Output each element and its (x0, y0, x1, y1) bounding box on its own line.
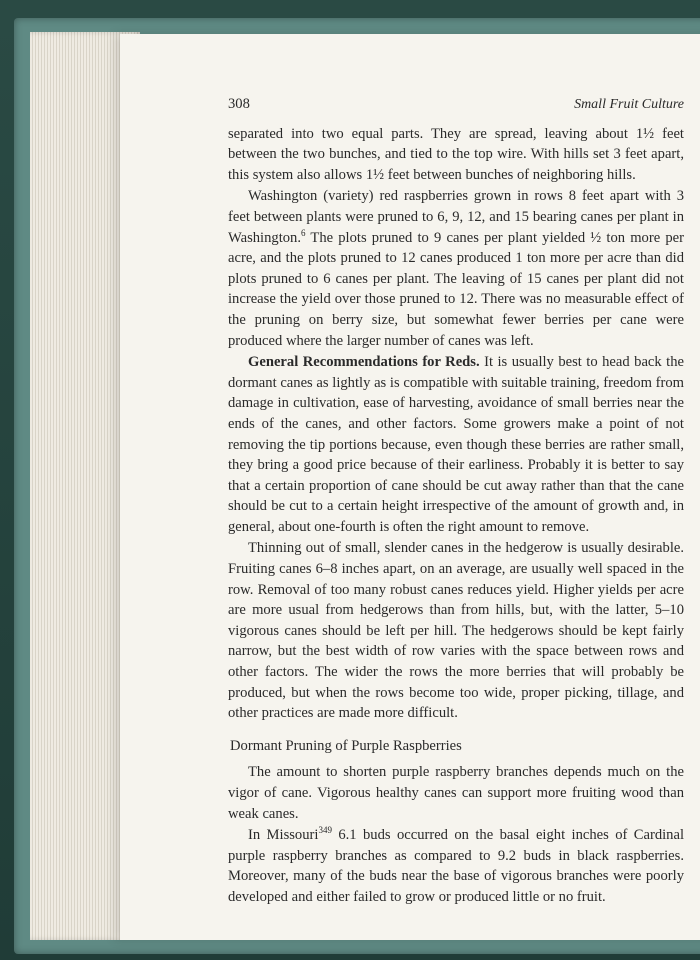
section-title: Dormant Pruning of Purple Raspberries (230, 737, 462, 754)
paragraph-3-text: It is usually best to head back the dormant canes as lightly as is compatible with suitable training, freedom from damage in cultivation, ease of harvesting, avoidance of small berries near the ends of the canes, and other factors. Some growers make a point of not removing the tip portions because, even though these berries are rather small, they bring a good price because of their earliness. Probably it is better to say that a certain proportion of cane should be cut away rather than that the cane should be cut to a certain height irrespective of the amount of growth and, in general, about one-fourth is often the right amount to remove. (228, 354, 684, 535)
paragraph-4: Thinning out of small, slender canes in the hedgerow is usually desirable. Fruiting canes 6–8 inches apart, on an average, are usually well spaced in the row. Removal of too many robust canes reduces yield. Higher yields per acre are more usual from hedgerows than from hills, but, with the latter, 5–10 vigorous canes should be left per hill. The hedgerows should be kept fairly narrow, but the best width of row varies with the space between rows and other factors. The wider the rows the more berries that will probably be produced, but when the rows become too wide, proper picking, tillage, and other practices are made more difficult. (228, 540, 684, 722)
paragraph-3 (228, 352, 684, 537)
paragraph-2-text-a: Washington (variety) red raspberries grown in rows 8 feet apart with 3 feet between plants were pruned to 6, 9, 12, and 15 bearing canes per plant in Washington. (228, 188, 684, 246)
paragraph-2-text-b: The plots pruned to 9 canes per plant yielded ½ ton more per acre, and the plots pruned to 12 canes produced 1 ton more per acre than did plots pruned to 6 canes per plant. The leaving of 15 canes per plant did not increase the yield over those pruned to 12. There was no measurable effect of the pruning on berry size, but somewhat fewer berries per cane were produced where the larger number of canes was left. (228, 229, 684, 349)
paragraph-6 (228, 825, 684, 907)
running-head (228, 94, 684, 116)
paragraph-6-text-b: 6.1 buds occurred on the basal eight inches of Cardinal purple raspberry branches as compared to 9.2 buds in black raspberries. Moreover, many of the buds near the base of vigorous branches were poorly developed and either failed to grow or produced little or no fruit. (228, 827, 685, 905)
footnote-ref-6: 6 (301, 227, 306, 238)
paragraph-1: separated into two equal parts. They are spread, leaving about 1½ feet between the two bunches, and tied to the top wire. With hills set 3 feet apart, this system also allows 1½ feet between bunches of neighboring hills. (228, 125, 684, 183)
paragraph-2 (228, 186, 684, 351)
book-title: Small Fruit Culture (574, 97, 684, 112)
subheading-general-recommendations: General Recommendations for Reds. (248, 354, 480, 371)
footnote-ref-349: 349 (318, 825, 332, 836)
page-content (228, 94, 684, 909)
paragraph-5: The amount to shorten purple raspberry branches depends much on the vigor of cane. Vigorous healthy canes can support more fruiting wood than weak canes. (228, 764, 684, 822)
paragraph-6-text-a: In Missouri (248, 827, 319, 844)
page-number: 308 (228, 96, 250, 112)
